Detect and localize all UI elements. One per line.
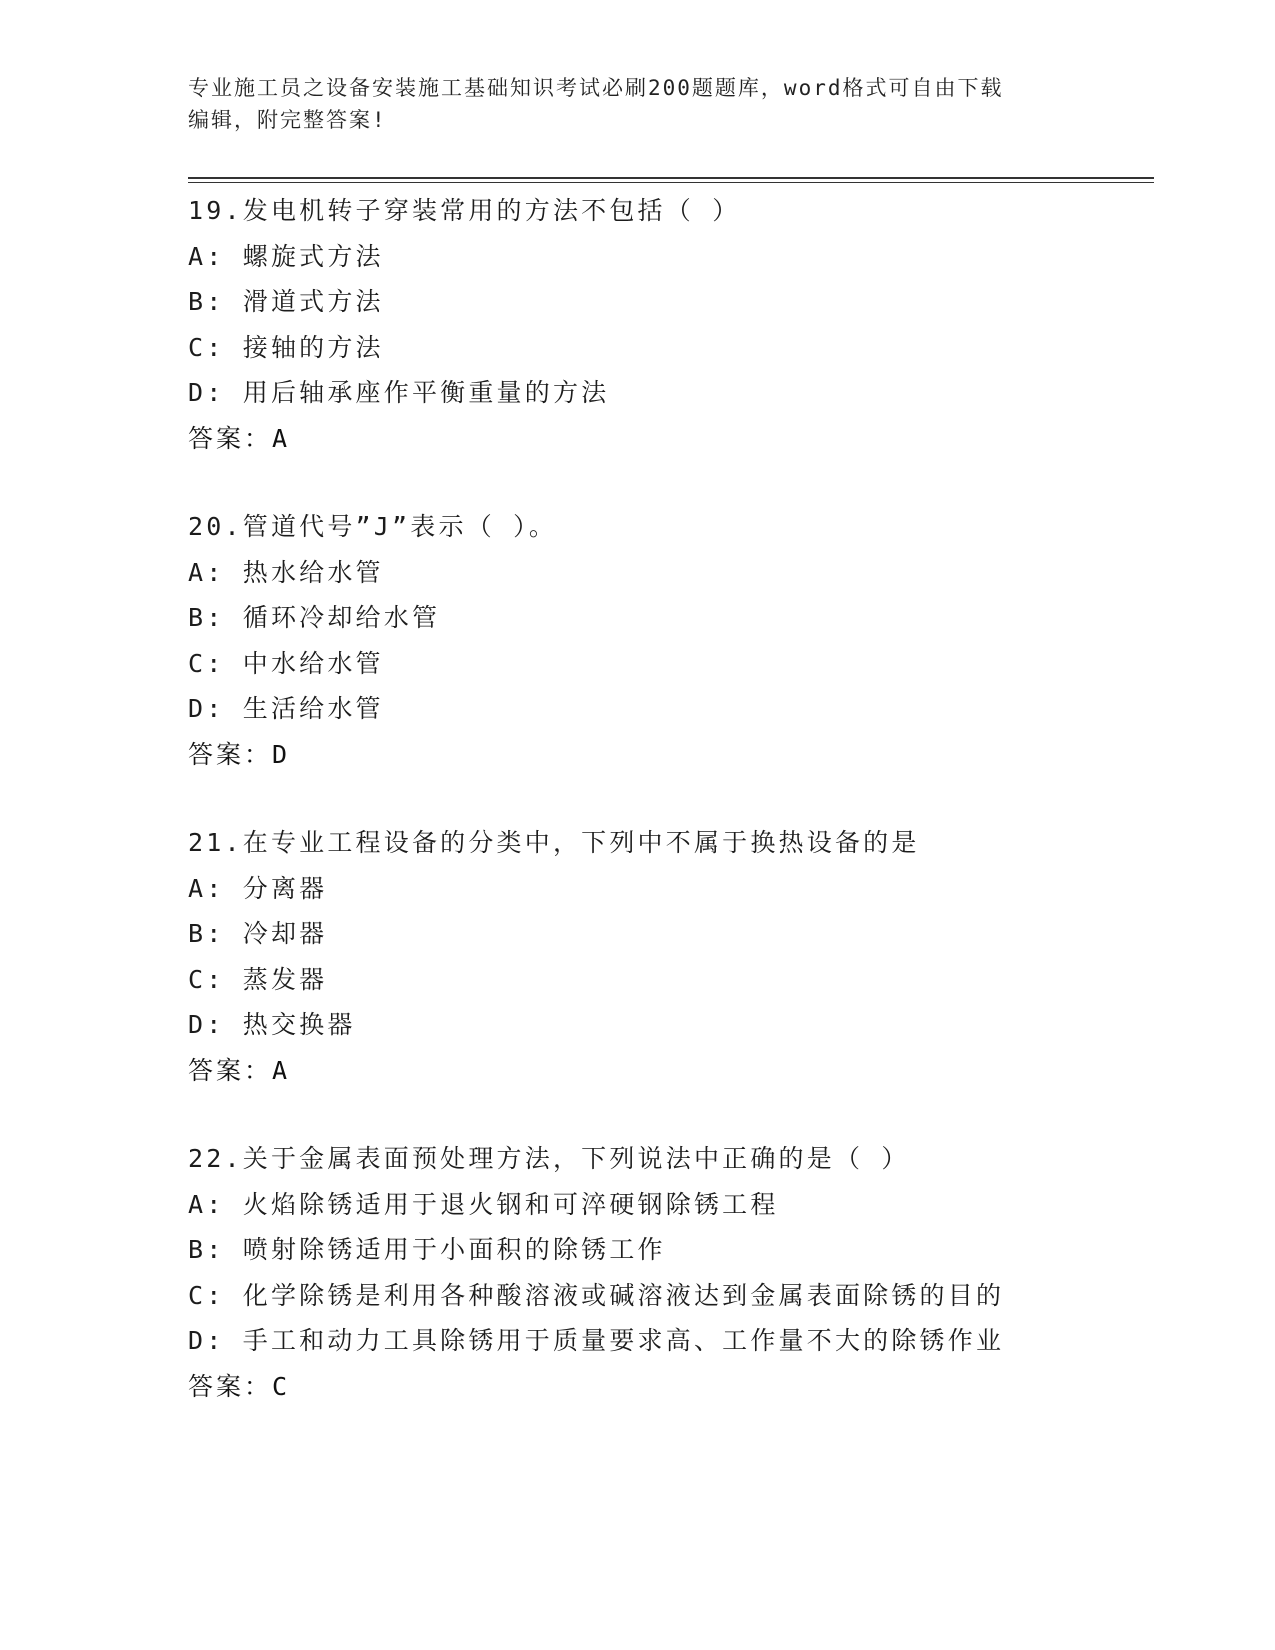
header-line-1: 专业施工员之设备安装施工基础知识考试必刷200题题库，word格式可自由下载: [188, 76, 1004, 100]
question-stem: 21.在专业工程设备的分类中，下列中不属于换热设备的是: [188, 828, 920, 857]
question-stem: 20.管道代号”J”表示（ ）。: [188, 512, 558, 541]
question-22: [188, 1136, 1168, 1409]
answer-prefix: 答案：: [188, 739, 273, 769]
answer-line: [188, 1048, 1168, 1094]
option-d: D: 生活给水管: [188, 694, 384, 723]
answer-prefix: 答案：: [188, 1055, 273, 1085]
option-a: A: 火焰除锈适用于退火钢和可淬硬钢除锈工程: [188, 1189, 779, 1219]
option-a: A: 分离器: [188, 873, 328, 903]
answer-prefix: 答案：: [188, 1371, 273, 1401]
option-a: A: 螺旋式方法: [188, 241, 384, 271]
question-stem: 22.关于金属表面预处理方法，下列说法中正确的是（ ）: [188, 1144, 910, 1173]
option-b: B: 冷却器: [188, 919, 328, 948]
question-list: [188, 188, 1168, 1409]
answer-value: A: [272, 1055, 291, 1085]
answer-prefix: 答案：: [188, 423, 273, 453]
option-d: D: 手工和动力工具除锈用于质量要求高、工作量不大的除锈作业: [188, 1326, 1005, 1355]
answer-value: A: [272, 423, 291, 453]
header-divider-thin: [188, 182, 1154, 183]
option-d: D: 用后轴承座作平衡重量的方法: [188, 378, 610, 407]
header-line-2: 编辑，附完整答案!: [188, 108, 387, 132]
option-c: C: 化学除锈是利用各种酸溶液或碱溶液达到金属表面除锈的目的: [188, 1280, 1005, 1310]
option-c: C: 蒸发器: [188, 964, 328, 994]
answer-line: [188, 416, 1168, 462]
answer-value: C: [272, 1371, 291, 1401]
option-b: B: 喷射除锈适用于小面积的除锈工作: [188, 1235, 666, 1264]
question-20: [188, 504, 1168, 777]
question-19: [188, 188, 1168, 461]
answer-value: D: [272, 739, 291, 769]
question-21: [188, 820, 1168, 1093]
option-b: B: 滑道式方法: [188, 287, 384, 316]
header-divider-thick: [188, 177, 1154, 179]
question-stem: 19.发电机转子穿装常用的方法不包括（ ）: [188, 196, 741, 225]
option-b: B: 循环冷却给水管: [188, 603, 441, 632]
option-c: C: 中水给水管: [188, 648, 384, 678]
document-header: [188, 72, 1068, 136]
option-c: C: 接轴的方法: [188, 332, 384, 362]
option-d: D: 热交换器: [188, 1010, 356, 1039]
option-a: A: 热水给水管: [188, 557, 384, 587]
answer-line: [188, 1364, 1168, 1410]
answer-line: [188, 732, 1168, 778]
